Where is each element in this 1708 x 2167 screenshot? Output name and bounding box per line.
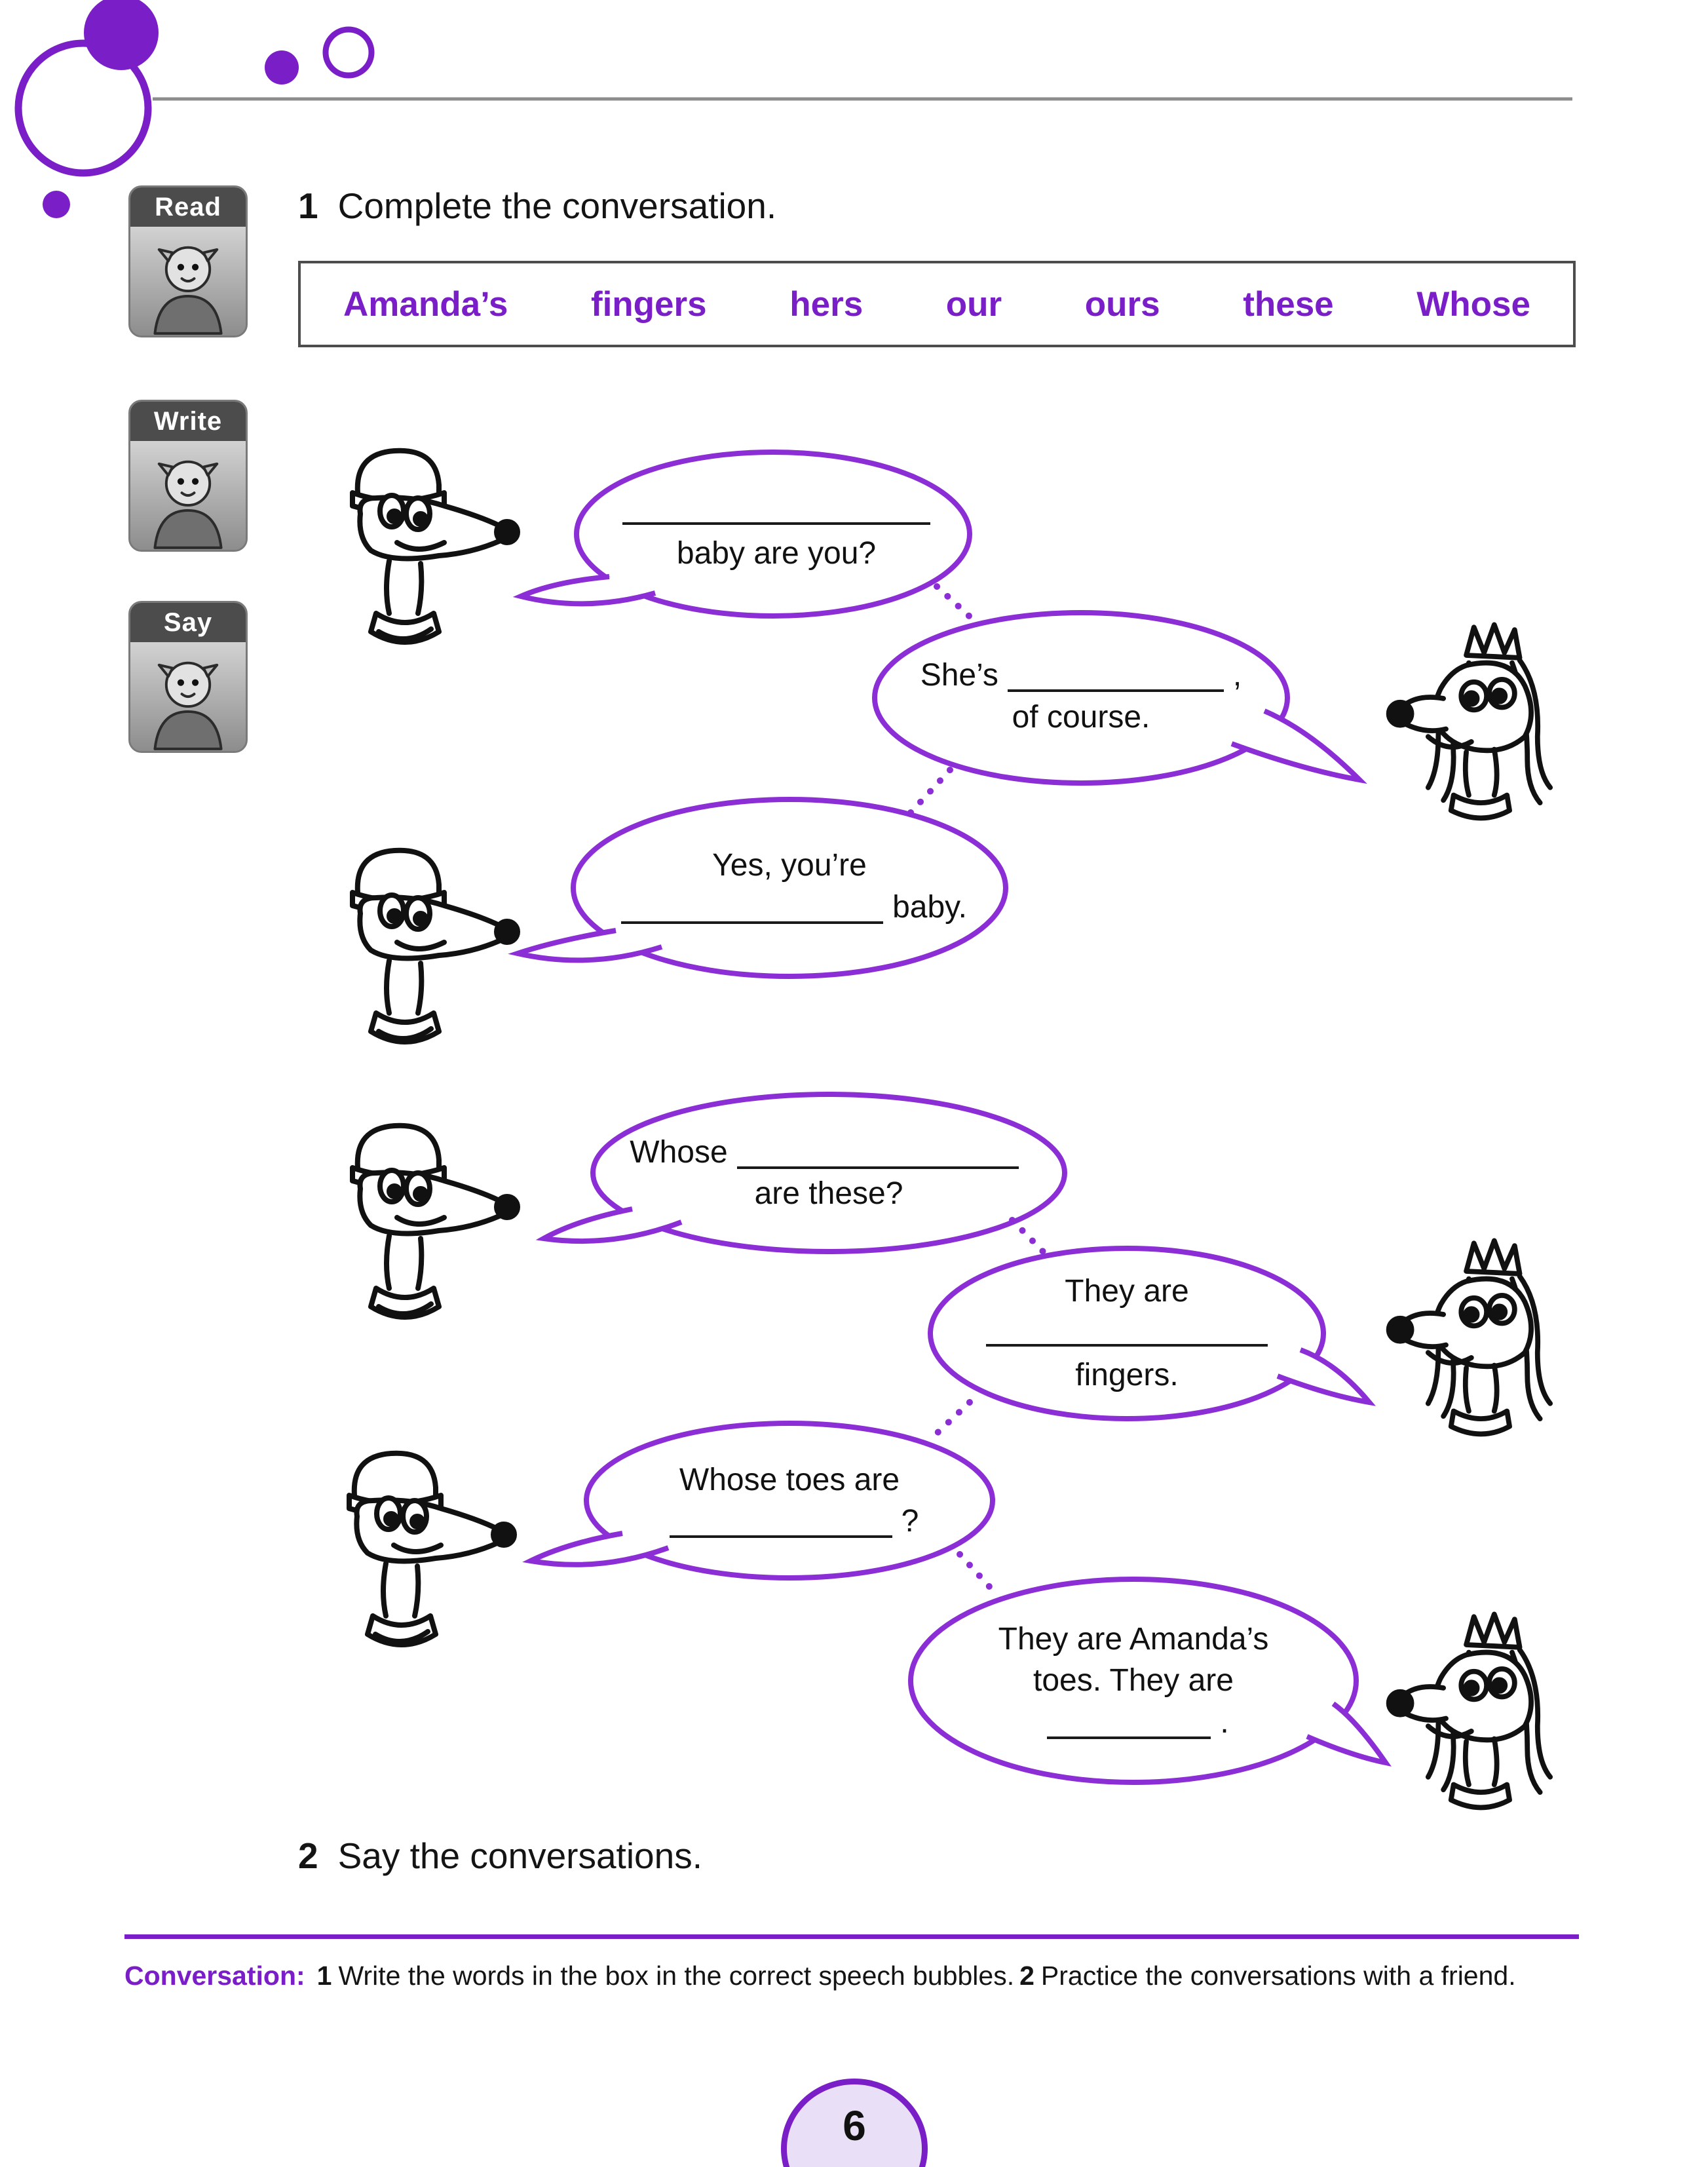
mouse-character [308, 1107, 531, 1356]
footer-label: Conversation: [124, 1961, 305, 1991]
bubble-3-text-post: baby. [892, 889, 967, 925]
bubble-2-text-post: , [1232, 658, 1242, 693]
bubble-5-text-2: fingers. [1075, 1358, 1179, 1393]
bubble-7-text-2: toes. They are [1033, 1663, 1234, 1698]
answer-blank-1[interactable] [622, 493, 930, 525]
word-box-word: hers [789, 284, 863, 324]
mouse-character [305, 1435, 527, 1684]
footer-rule [124, 1934, 1579, 1939]
read-character-icon [136, 232, 240, 336]
write-badge-image [130, 441, 246, 550]
answer-blank-7[interactable] [1047, 1708, 1211, 1739]
bubble-6-text: Whose toes are [679, 1462, 900, 1497]
girl-character [1359, 616, 1576, 865]
footer-step-1-number: 1 [316, 1961, 332, 1991]
footer-step-2-text: Practice the conversations with a friend. [1040, 1961, 1516, 1991]
answer-blank-3[interactable] [621, 892, 883, 924]
word-box-word: Whose [1416, 284, 1530, 324]
bubble-6-text-post: ? [901, 1504, 919, 1539]
answer-blank-2[interactable] [1008, 661, 1224, 692]
say-badge-image [130, 642, 246, 751]
speech-bubble-2 [888, 629, 1274, 763]
read-badge-image [130, 227, 246, 336]
bubble-7-text-post: . [1220, 1704, 1229, 1740]
bubble-1-text: baby are you? [676, 536, 877, 571]
exercise-2-title: Say the conversations. [337, 1835, 703, 1876]
exercise-1-number: 1 [298, 185, 318, 226]
read-badge [128, 185, 248, 337]
page-number: 6 [843, 2102, 866, 2149]
girl-character [1359, 1232, 1576, 1481]
word-box-word: these [1243, 284, 1334, 324]
exercise-1-heading [298, 185, 776, 227]
speech-bubble-7 [927, 1599, 1340, 1763]
answer-blank-6[interactable] [670, 1506, 892, 1538]
bubble-5-text: They are [1065, 1274, 1189, 1309]
word-box-word: Amanda’s [343, 284, 508, 324]
bubble-4-text: are these? [754, 1176, 903, 1211]
say-badge [128, 601, 248, 753]
exercise-2-number: 2 [298, 1835, 318, 1876]
bubble-4-text-pre: Whose [630, 1134, 728, 1170]
girl-character [1359, 1605, 1576, 1854]
speech-bubble-1 [593, 469, 960, 596]
write-badge-label: Write [130, 402, 246, 441]
word-box-word: fingers [590, 284, 707, 324]
speech-bubble-3 [586, 816, 993, 957]
bubble-3-text: Yes, you’re [712, 848, 867, 883]
say-character-icon [136, 647, 240, 751]
footer-step-2-number: 2 [1019, 1961, 1034, 1991]
write-character-icon [136, 446, 240, 550]
bubble-7-text: They are Amanda’s [998, 1621, 1269, 1657]
bubble-2-text-pre: She’s [920, 658, 998, 693]
bubble-2-text: of course. [1012, 699, 1150, 735]
word-box [298, 261, 1576, 347]
answer-blank-4[interactable] [737, 1138, 1019, 1169]
mouse-character [308, 832, 531, 1081]
footer-instructions [124, 1961, 1651, 1991]
word-box-word: ours [1084, 284, 1160, 324]
read-badge-label: Read [130, 187, 246, 227]
word-box-word: our [945, 284, 1002, 324]
say-badge-label: Say [130, 603, 246, 642]
speech-bubble-6 [599, 1438, 979, 1563]
answer-blank-5[interactable] [986, 1315, 1268, 1347]
speech-bubble-4 [606, 1111, 1052, 1235]
exercise-1-title: Complete the conversation. [337, 185, 777, 226]
speech-bubble-5 [947, 1261, 1307, 1406]
footer-step-1-text: Write the words in the box in the correct speech bubbles. [338, 1961, 1015, 1991]
write-badge [128, 400, 248, 552]
exercise-2-heading [298, 1835, 702, 1877]
mouse-character [308, 432, 531, 681]
